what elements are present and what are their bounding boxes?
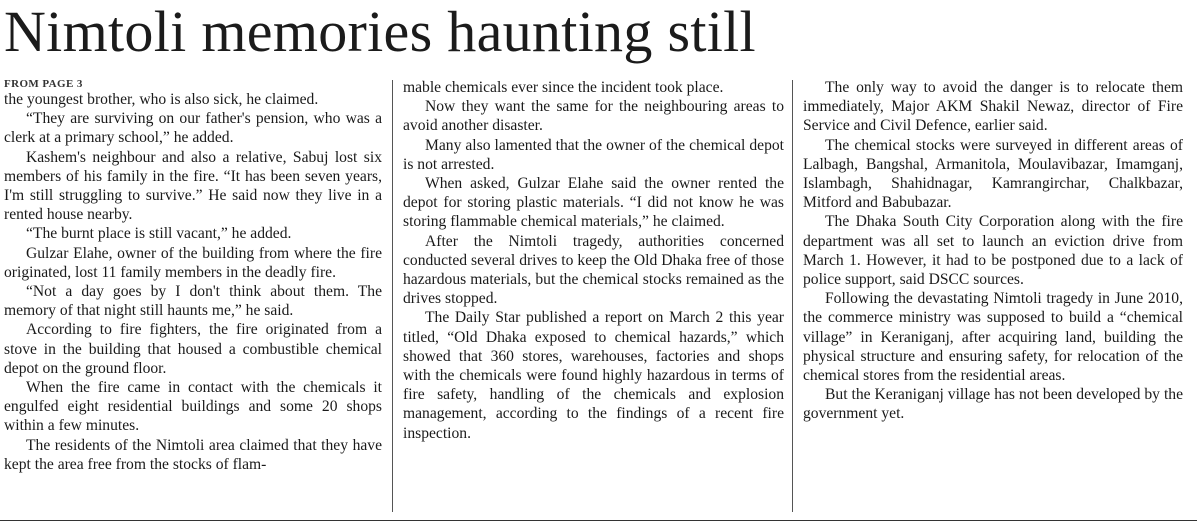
article-paragraph: When the fire came in contact with the chemicals it engulfed eight residential buildings and some 20 shops within a few minutes. xyxy=(4,379,382,435)
article-paragraph: The residents of the Nimtoli area claimed that they have kept the area free from the stocks of flam- xyxy=(4,436,382,473)
article-paragraph: After the Nimtoli tragedy, authorities concerned conducted several drives to keep the Old Dhaka free of those hazardous materials, but the chemical stocks remained as the drives stopped. xyxy=(403,232,784,308)
article-column-2 xyxy=(403,78,784,443)
article-paragraph: “Not a day goes by I don't think about them. The memory of that night still haunts me,” he said. xyxy=(4,283,382,320)
article-paragraph: “The burnt place is still vacant,” he added. xyxy=(26,225,292,243)
article-paragraph: The only way to avoid the danger is to relocate them immediately, Major AKM Shakil Newaz, director of Fire Service and Civil Defence, earlier said. xyxy=(803,79,1183,135)
article-column-3 xyxy=(803,78,1183,424)
continuation-kicker: FROM PAGE 3 xyxy=(4,78,83,90)
article-paragraph: But the Keraniganj village has not been developed by the government yet. xyxy=(803,386,1183,423)
article-paragraph: “They are surviving on our father's pension, who was a clerk at a primary school,” he added. xyxy=(4,110,382,147)
article-paragraph: When asked, Gulzar Elahe said the owner rented the depot for storing plastic materials. “I did not know he was storing flammable chemical materials,” he claimed. xyxy=(403,175,784,231)
article-paragraph: Following the devastating Nimtoli tragedy in June 2010, the commerce ministry was supposed to build a “chemical village” in Keraniganj, after acquiring land, building the physical structure and ensuring safety, for relocation of the chemical stores from the residential areas. xyxy=(803,290,1183,385)
article-paragraph: The Dhaka South City Corporation along with the fire department was all set to launch an eviction drive from March 1. However, it had to be postponed due to a lack of police support, said DSCC sources. xyxy=(803,213,1183,289)
article-paragraph: The Daily Star published a report on March 2 this year titled, “Old Dhaka exposed to chemical hazards,” which showed that 360 stores, warehouses, factories and shops with the chemicals were found highly hazardous in terms of fire safety, handling of the chemicals and explosion management, according to the findings of a recent fire inspection. xyxy=(403,309,784,442)
article-paragraph: Kashem's neighbour and also a relative, Sabuj lost six members of his family in the fire. “It has been seven years, I'm still struggling to survive.” He said now they live in a rented house nearby. xyxy=(4,148,382,224)
article-column-1 xyxy=(4,78,382,474)
bottom-divider xyxy=(0,520,1197,521)
article-paragraph: The chemical stocks were surveyed in different areas of Lalbagh, Bangshal, Armanitola, Moulavibazar, Imamganj, Islambagh, Shahidnagar, Kamrangirchar, Chalkbazar, Mitford and Babubazar. xyxy=(803,136,1183,212)
column-divider xyxy=(392,80,393,512)
article-paragraph: According to fire fighters, the fire originated from a stove in the building that housed a combustible chemical depot on the ground floor. xyxy=(4,321,382,377)
article-paragraph: Gulzar Elahe, owner of the building from where the fire originated, lost 11 family members in the deadly fire. xyxy=(4,244,382,281)
article-paragraph: mable chemicals ever since the incident took place. xyxy=(403,79,724,96)
column-divider xyxy=(792,80,793,512)
article-paragraph: Many also lamented that the owner of the chemical depot is not arrested. xyxy=(403,136,784,173)
article-paragraph: Now they want the same for the neighbouring areas to avoid another disaster. xyxy=(403,98,784,135)
article-paragraph: the youngest brother, who is also sick, he claimed. xyxy=(4,91,319,108)
headline: Nimtoli memories haunting still xyxy=(4,0,756,64)
